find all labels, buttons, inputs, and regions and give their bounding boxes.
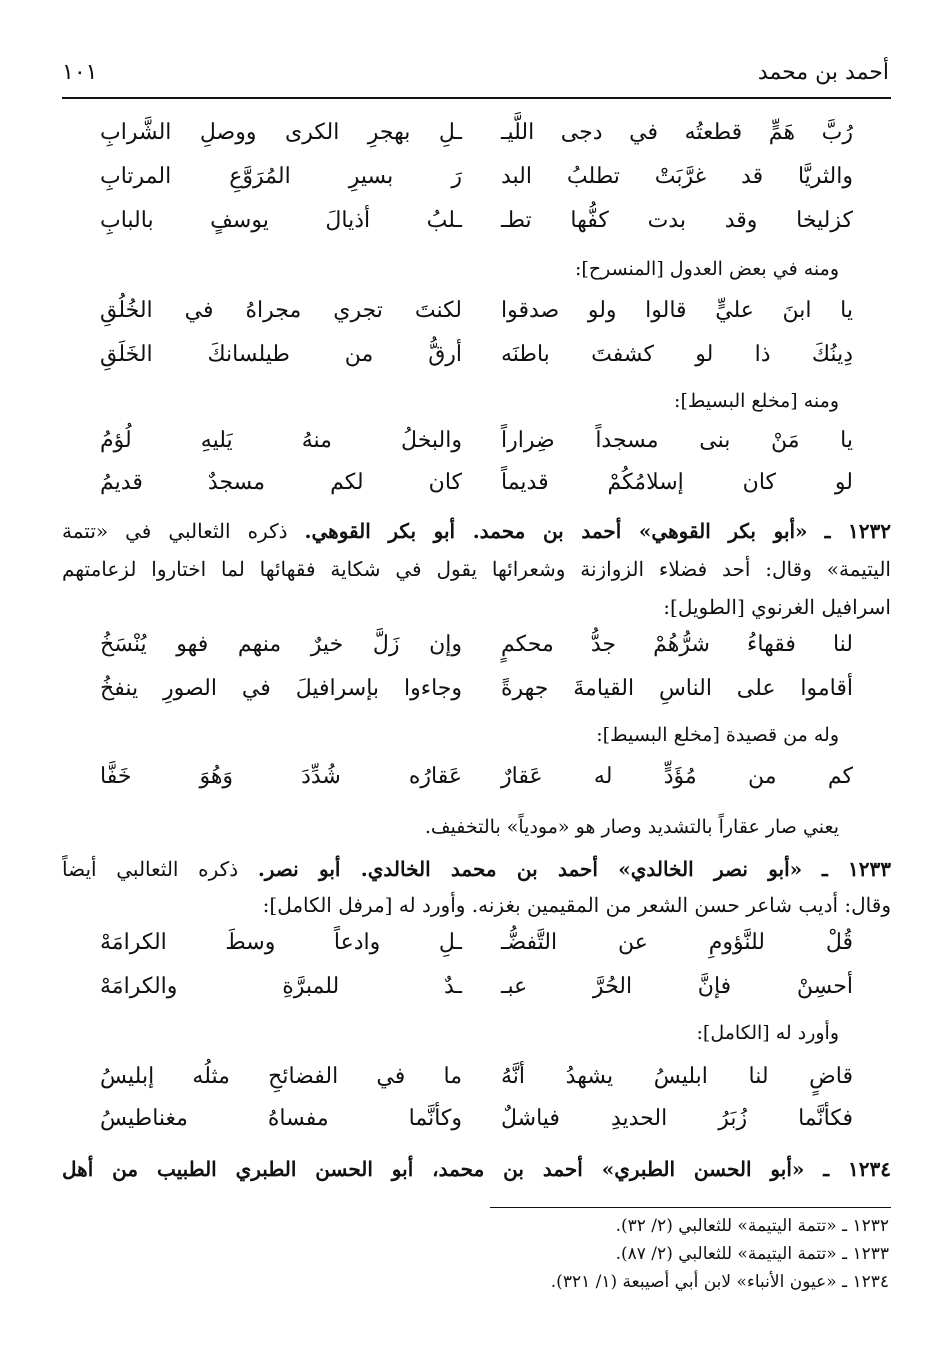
footnote: ١٢٣٤ ـ «عيون الأنباء» لابن أبي أصيبعة (١/ ٣٢١). xyxy=(550,1272,889,1292)
verse-line xyxy=(100,428,853,468)
verse-first-hemistich: كزليخا وقد بدت كفُّها تطـ xyxy=(501,208,853,233)
verse-second-hemistich: والبخلُ منهُ يَليهِ لُؤمُ xyxy=(100,428,462,453)
verse-first-hemistich: دِينُكَ ذا لو كشفتَ باطنَه xyxy=(501,342,853,367)
verse-line xyxy=(100,974,853,1014)
verse-first-hemistich: أحسِنْ فإنَّ الحُرَّ عبـ xyxy=(501,974,853,999)
verse-second-hemistich: رَ بسيرِ المُرَوَّعِ المرتابِ xyxy=(100,164,462,189)
verse-first-hemistich: قاضٍ لنا ابليسُ يشهدُ أنَّهُ xyxy=(501,1064,853,1089)
verse-line xyxy=(100,342,853,382)
poem-intro: ومنه [مخلع البسيط]: xyxy=(674,390,839,412)
verse-second-hemistich: أرقُّ من طيلسانكَ الخَلَقِ xyxy=(100,342,462,367)
verse-first-hemistich: كم من مُؤَدٍّ له عَقارٌ xyxy=(501,764,853,789)
entry-text: ذكره الثعالبي في «تتمة xyxy=(62,519,305,543)
verse-second-hemistich: وإن زَلَّ خيرٌ منهم فهو يُنْسَخُ xyxy=(100,632,462,657)
entry-heading: «أبو بكر القوهي» أحمد بن محمد. أبو بكر القوهي. xyxy=(304,519,808,543)
verse-first-hemistich: لنا فقهاءُ شرُّهُمْ جدُّ محكمٍ xyxy=(501,632,853,657)
verse-line xyxy=(100,298,853,338)
footnote: ١٢٣٢ ـ «تتمة اليتيمة» للثعالبي (٢/ ٣٢). xyxy=(615,1216,889,1236)
verse-first-hemistich: يا ابنَ عليٍّ قالوا ولو صدقوا xyxy=(501,298,853,323)
entry-1232-line-1 xyxy=(62,516,891,546)
verse-line xyxy=(100,632,853,672)
header-divider xyxy=(62,97,891,99)
explanatory-note: يعني صار عقاراً بالتشديد وصار هو «مودياً» بالتخفيف. xyxy=(424,816,839,838)
verse-first-hemistich: يا مَنْ بنى مسجداً ضِراراً xyxy=(501,428,853,453)
verse-first-hemistich: أقاموا على الناسِ القيامةَ جهرةً xyxy=(501,676,853,701)
page-number: ١٠١ xyxy=(62,60,98,85)
poem-intro: ومنه في بعض العدول [المنسرح]: xyxy=(575,258,839,280)
verse-second-hemistich: عَقارُه شُدِّدَ وَهُوَ خَفَّا xyxy=(100,764,462,789)
verse-first-hemistich: والثريَّا قد غرَّبَتْ تطلبُ البد xyxy=(501,164,853,189)
entry-heading: «أبو نصر الخالدي» أحمد بن محمد الخالدي. أبو نصر. xyxy=(257,857,803,881)
entry-1232-line-3: اسرافيل الغرنوي [الطويل]: xyxy=(663,595,891,619)
verse-line xyxy=(100,930,853,970)
verse-first-hemistich: رُبَّ هَمٍّ قطعتُه في دجى اللَّيـ xyxy=(501,120,853,145)
entry-1232-line-2: اليتيمة» وقال: أحد فضلاء الزوازنة وشعرائها يقول في شكاية فقهائها لما اختاروا لزعامتهم xyxy=(62,557,891,581)
entry-1234-line-1 xyxy=(62,1154,891,1184)
verse-line xyxy=(100,120,853,160)
verse-second-hemistich: ـدٌ للمبرَّةِ والكرامَهْ xyxy=(100,974,462,999)
entry-number: ١٢٣٤ ـ xyxy=(823,1157,891,1181)
verse-line xyxy=(100,1064,853,1104)
verse-second-hemistich: كان لكم مسجدٌ قديمُ xyxy=(100,470,462,495)
verse-first-hemistich: قُلْ للنَّؤومِ عن التَّفضُّـ xyxy=(501,930,853,955)
entry-number: ١٢٣٢ ـ xyxy=(824,519,891,543)
verse-second-hemistich: لكنتَ تجري مجراهُ في الخُلُقِ xyxy=(100,298,462,323)
verse-second-hemistich: ما في الفضائحِ مثلُه إبليسُ xyxy=(100,1064,462,1089)
verse-line xyxy=(100,470,853,510)
poem-intro: وله من قصيدة [مخلع البسيط]: xyxy=(596,724,839,746)
verse-line xyxy=(100,676,853,716)
footnote-divider xyxy=(490,1207,891,1208)
verse-line xyxy=(100,1106,853,1146)
verse-line xyxy=(100,164,853,204)
entry-text: ذكره الثعالبي أيضاً xyxy=(62,857,258,881)
verse-second-hemistich: وجاءوا بإسرافيلَ في الصورِ ينفخُ xyxy=(100,676,462,701)
entry-1233-line-1 xyxy=(62,854,891,884)
entry-1233-line-2: وقال: أديب شاعر حسن الشعر من المقيمين بغزنه. وأورد له [مرفل الكامل]: xyxy=(262,893,891,917)
poem-intro: وأورد له [الكامل]: xyxy=(696,1022,839,1044)
entry-heading: «أبو الحسن الطبري» أحمد بن محمد، أبو الحسن الطبري الطبيب من أهل xyxy=(62,1157,805,1181)
verse-line xyxy=(100,764,853,804)
footnote: ١٢٣٣ ـ «تتمة اليتيمة» للثعالبي (٢/ ٨٧). xyxy=(615,1244,889,1264)
entry-number: ١٢٣٣ ـ xyxy=(821,857,891,881)
verse-second-hemistich: ـلِ وادعاً وسطَ الكرامَهْ xyxy=(100,930,462,955)
verse-second-hemistich: ـلِ بهجرِ الكرى ووصلِ الشَّرابِ xyxy=(100,120,462,145)
running-header-title: أحمد بن محمد xyxy=(757,60,889,85)
verse-first-hemistich: فكأنَّما زُبَرُ الحديدِ فياشلٌ xyxy=(501,1106,853,1131)
verse-first-hemistich: لو كان إسلامُكُمْ قديماً xyxy=(501,470,853,495)
verse-line xyxy=(100,208,853,248)
verse-second-hemistich: ـلبُ أذيالَ يوسفٍ بالبابِ xyxy=(100,208,462,233)
verse-second-hemistich: وكأنَّما مفساهُ مغناطيسُ xyxy=(100,1106,462,1131)
